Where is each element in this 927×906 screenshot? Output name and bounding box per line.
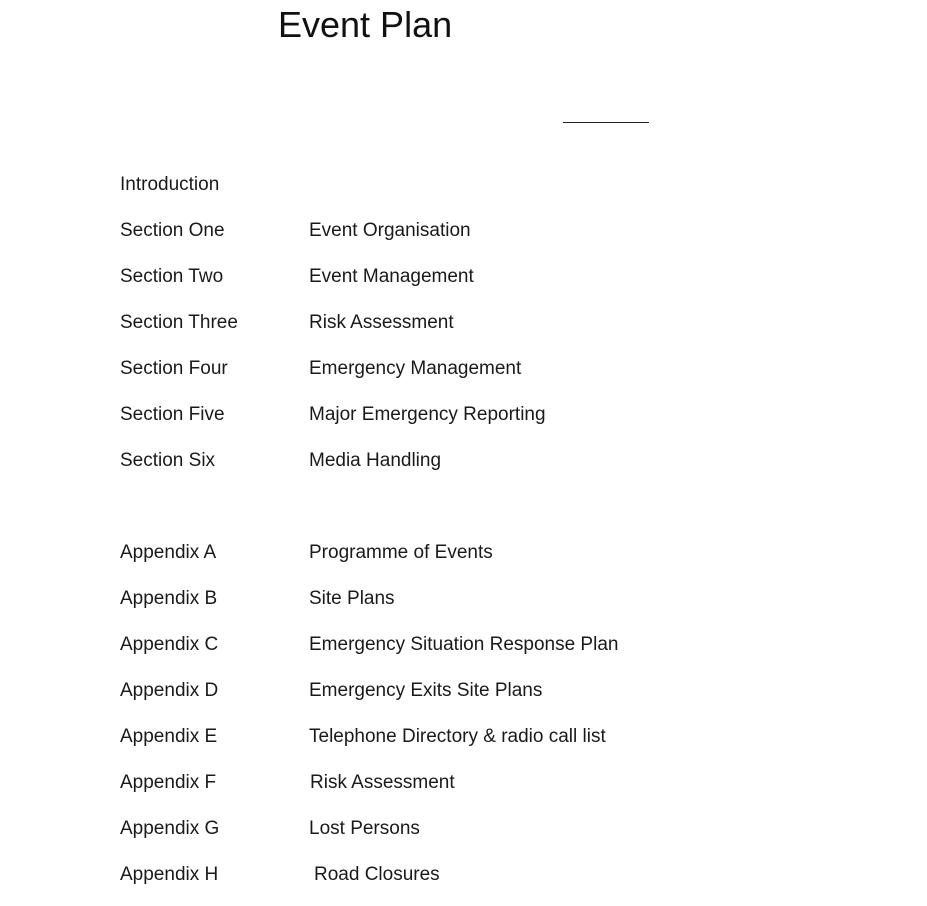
- toc-title: Risk Assessment: [310, 772, 455, 793]
- toc-label: Appendix D: [120, 680, 219, 701]
- toc-label: Section Five: [120, 404, 225, 425]
- toc-label: Appendix G: [120, 818, 220, 839]
- toc-label: Appendix C: [120, 634, 219, 655]
- toc-title: Telephone Directory & radio call list: [309, 726, 606, 747]
- document-title: Event Plan: [278, 4, 453, 45]
- toc-title: Emergency Situation Response Plan: [309, 634, 619, 655]
- toc-label: Section Four: [120, 358, 228, 379]
- toc-label: Section Two: [120, 266, 224, 287]
- toc-title: Road Closures: [314, 864, 440, 885]
- toc-title: Event Organisation: [309, 220, 471, 241]
- toc-label: Appendix A: [120, 542, 217, 563]
- blank-underline: [563, 122, 649, 123]
- toc-label: Appendix F: [120, 772, 217, 793]
- toc-title: Site Plans: [309, 588, 395, 609]
- toc-label: Section Six: [120, 450, 216, 471]
- toc-label: Appendix H: [120, 864, 219, 885]
- toc-label: Appendix B: [120, 588, 218, 609]
- toc-title: Emergency Management: [309, 358, 522, 379]
- toc-title: Event Management: [309, 266, 474, 287]
- toc-label: Section One: [120, 220, 225, 241]
- toc-title: Lost Persons: [309, 818, 420, 839]
- toc-title: Major Emergency Reporting: [309, 404, 546, 425]
- toc-title: Risk Assessment: [309, 312, 454, 333]
- toc-label: Appendix E: [120, 726, 218, 747]
- toc-title: Media Handling: [309, 450, 442, 471]
- toc-title: Emergency Exits Site Plans: [309, 680, 543, 701]
- toc-label: Section Three: [120, 312, 238, 333]
- toc-label: Introduction: [120, 174, 220, 195]
- toc-title: Programme of Events: [309, 542, 493, 563]
